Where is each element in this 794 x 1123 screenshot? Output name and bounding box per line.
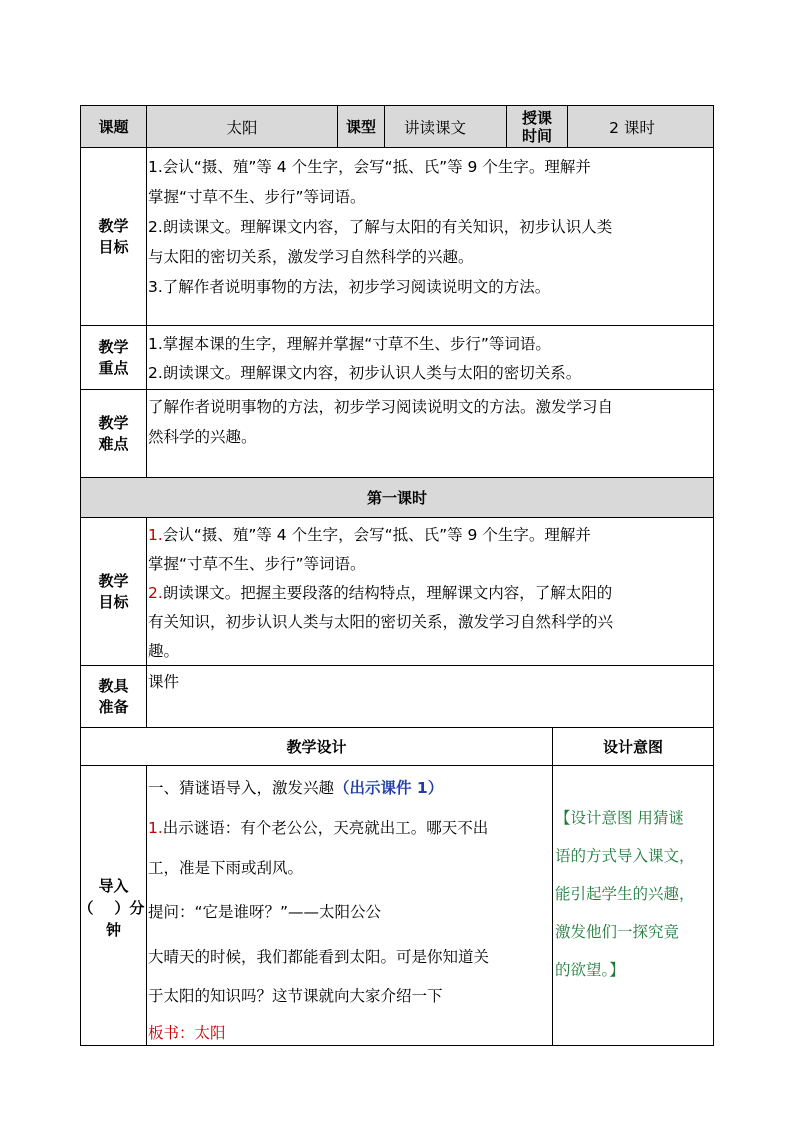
label-teaching-goals (81, 148, 146, 325)
table-border (552, 727, 553, 1046)
design-line (148, 813, 488, 843)
label-lesson-one-goals (81, 518, 146, 665)
table-border (80, 765, 714, 766)
label-key-points (81, 326, 146, 389)
design-line: 工，准是下雨或刮风。 (148, 859, 304, 877)
lesson-goal-text: 会认“摄、殖”等 4 个生字，会写“抵、氏”等 9 个生字。理解并 (162, 526, 591, 544)
table-border (80, 147, 714, 148)
design-line: 于太阳的知识吗？这节课就向大家介绍一下 (148, 987, 443, 1005)
design-column-header: 教学设计 (286, 737, 347, 756)
goal-line: 掌握“寸草不生、步行”等词语。 (148, 188, 366, 206)
key-point-line: 1.掌握本课的生字，理解并掌握“寸草不生、步行”等词语。 (148, 335, 551, 353)
label-lesson-type: 课型 (345, 117, 376, 136)
step-title-text: 一、猜谜语导入，激发兴趣 (148, 779, 335, 797)
lesson-type: 讲读课文 (403, 118, 466, 137)
step-ref: （出示课件 1） (334, 779, 444, 797)
design-line-num: 1. (148, 819, 163, 837)
goal-line: 2.朗读课文。理解课文内容，了解与太阳的有关知识，初步认识人类 (148, 218, 613, 236)
intent-line: 激发他们一探究竟 (555, 923, 680, 941)
difficulty-line: 了解作者说明事物的方法，初步学习阅读说明文的方法。激发学习自 (148, 398, 614, 416)
label-difficulties (81, 390, 146, 477)
difficulty-line: 然科学的兴趣。 (148, 428, 257, 446)
lesson-goal-line (148, 550, 366, 579)
label-intro (78, 875, 146, 941)
class-time: 2 课时 (609, 118, 655, 137)
lesson-goal-line (148, 637, 179, 666)
table-border (146, 765, 147, 1046)
teaching-tools: 课件 (148, 673, 180, 691)
lesson-goal-text: 有关知识，初步认识人类与太阳的密切关系，激发学习自然科学的兴 (148, 613, 614, 631)
table-border (146, 105, 147, 478)
label-class-time-text: 授课时间 (521, 108, 552, 145)
label-teaching-tools-text: 教具准备 (98, 676, 129, 716)
intent-line: 语的方式导入课文， (555, 847, 695, 865)
table-border (713, 105, 714, 1046)
lesson-goal-num: 1. (148, 526, 163, 544)
goal-line: 3.了解作者说明事物的方法，初步学习阅读说明文的方法。 (148, 278, 551, 296)
intent-line: 的欲望。】 (555, 961, 625, 979)
goal-line: 与太阳的密切关系，激发学习自然科学的兴趣。 (148, 248, 474, 266)
label-teaching-goals-text: 教学目标 (98, 216, 129, 256)
goal-line: 1.会认“摄、殖”等 4 个生字，会写“抵、氏”等 9 个生字。理解并 (148, 158, 591, 176)
design-intent (555, 799, 713, 989)
table-border (80, 1045, 714, 1046)
label-intro-line: 钟 (105, 921, 121, 939)
key-point-line: 2.朗读课文。理解课文内容，初步认识人类与太阳的密切关系。 (148, 364, 582, 382)
design-content (148, 773, 551, 1045)
design-line: 提问：“它是谁呀？”——太阳公公 (148, 903, 382, 921)
board-writing: 板书：太阳 (148, 1024, 226, 1042)
intent-line: 能引起学生的兴趣， (555, 885, 695, 903)
label-difficulties-text: 教学难点 (98, 413, 129, 453)
step-title (148, 773, 443, 803)
label-class-time (507, 106, 567, 147)
table-border (146, 517, 147, 728)
lesson-goal-text: 趣。 (148, 642, 180, 660)
label-key-points-text: 教学重点 (98, 337, 129, 377)
lesson-goal-line (148, 521, 591, 550)
label-lesson-one-goals-text: 教学目标 (98, 571, 129, 611)
lesson-goal-text: 朗读课文。把握主要段落的结构特点，理解课文内容，了解太阳的 (162, 584, 613, 602)
lesson-one-heading: 第一课时 (366, 488, 427, 507)
lesson-goal-line (148, 608, 613, 637)
label-teaching-tools (81, 666, 146, 727)
intent-column-header: 设计意图 (602, 737, 663, 756)
table-border (80, 389, 714, 390)
table-border (80, 325, 714, 326)
lesson-goal-num: 2. (148, 584, 163, 602)
lesson-goal-line (148, 579, 612, 608)
design-line-text: 出示谜语：有个老公公，天亮就出工。哪天不出 (162, 819, 489, 837)
intent-line: 【设计意图 用猜谜 (555, 809, 684, 827)
design-line: 大晴天的时候，我们都能看到太阳。可是你知道关 (148, 948, 490, 966)
label-intro-minutes: （ ）分 (78, 899, 145, 917)
table-border (80, 517, 714, 518)
label-intro-line: 导入 (98, 877, 129, 895)
lesson-goal-text: 掌握“寸草不生、步行”等词语。 (148, 555, 366, 573)
label-lesson-title: 课题 (98, 117, 129, 136)
lesson-title: 太阳 (226, 118, 258, 137)
